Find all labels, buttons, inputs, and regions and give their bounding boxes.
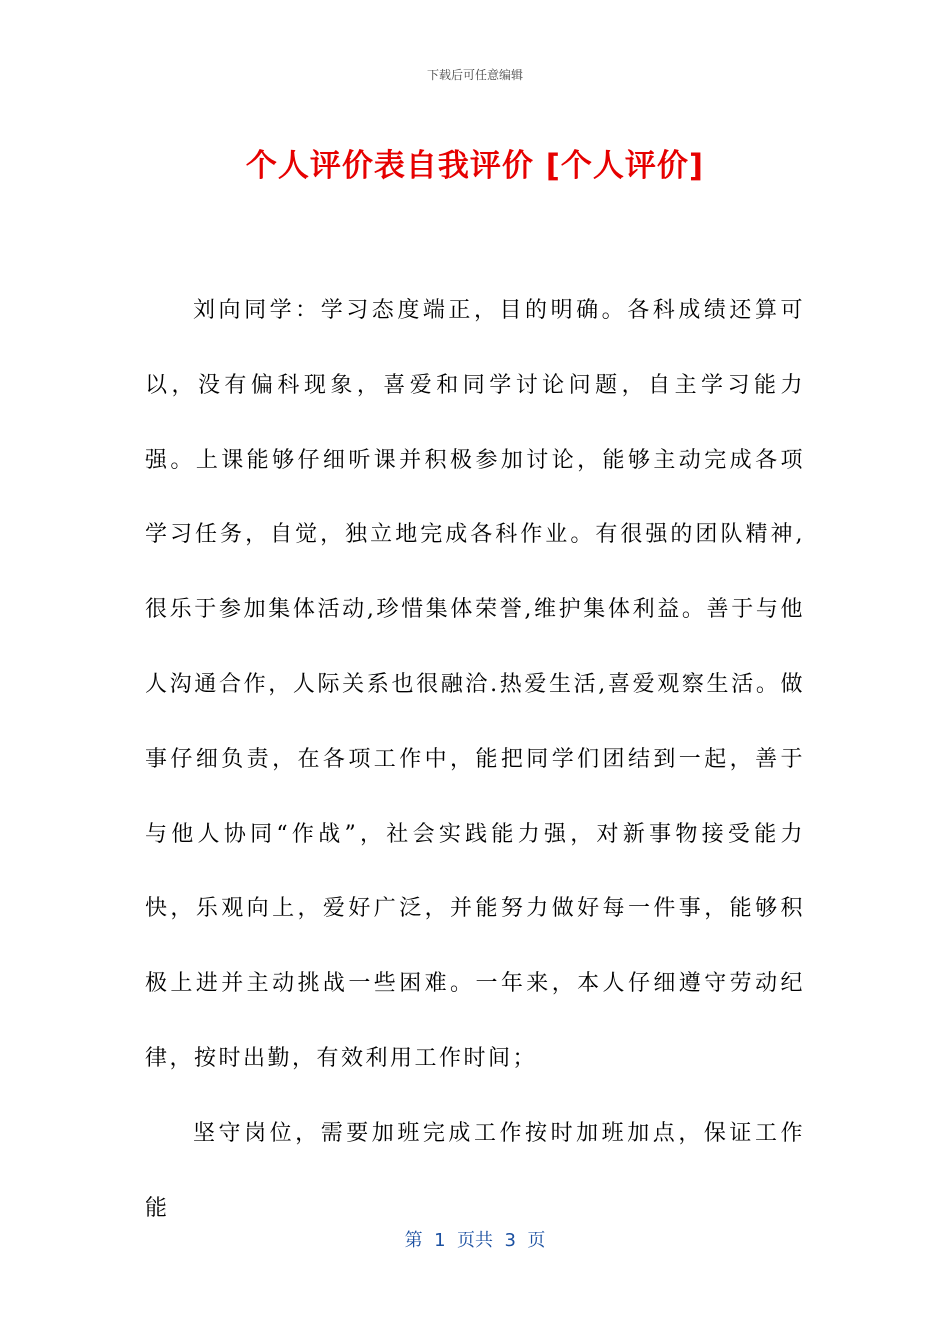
header-note: 下载后可任意编辑	[426, 68, 523, 82]
document-body	[145, 274, 805, 1246]
document-title: 个人评价表自我评价 [个人评价]	[245, 148, 705, 184]
paragraph-1: 刘向同学：学习态度端正，目的明确。各科成绩还算可以，没有偏科现象，喜爱和同学讨论问题，自主学习能力强。上课能够仔细听课并积极参加讨论，能够主动完成各项学习任务，自觉，独立地完成各科作业。有很强的团队精神,很乐于参加集体活动,珍惜集体荣誉,维护集体利益。善于与他人沟通合作，人际关系也很融洽.热爱生活,喜爱观察生活。做事仔细负责，在各项工作中，能把同学们团结到一起，善于与他人协同“作战”，社会实践能力强，对新事物接受能力快，乐观向上，爱好广泛，并能努力做好每一件事，能够积极上进并主动挑战一些困难。一年来，本人仔细遵守劳动纪律，按时出勤，有效利用工作时间；	[145, 298, 805, 1071]
page-number-footer: 第 1 页共 3 页	[404, 1230, 546, 1251]
paragraph-2: 坚守岗位，需要加班完成工作按时加班加点，保证工作能	[145, 1120, 805, 1221]
